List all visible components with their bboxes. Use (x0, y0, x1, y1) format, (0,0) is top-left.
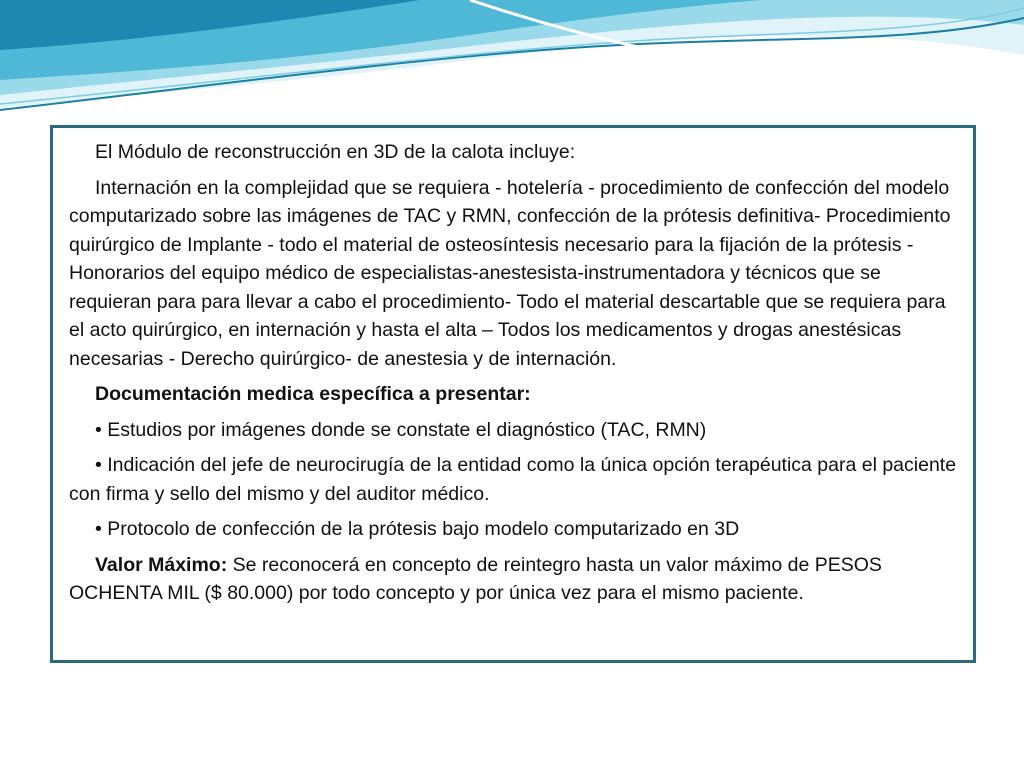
includes-paragraph: Internación en la complejidad que se requiera - hotelería - procedimiento de confección del modelo computarizado sobre las imágenes de TAC y RMN, confección de la prótesis definitiva- Procedimiento quirúrgico de Implante - todo el material de osteosíntesis necesario para la fijación de la prótesis - Honorarios del equipo médico de especialistas-anestesista-instrumentadora y técnicos que se requieran para para llevar a cabo el procedimiento- Todo el material descartable que se requiera para el acto quirúrgico, en internación y hasta el alta – Todos los medicamentos y drogas anestésicas necesarias - Derecho quirúrgico- de anestesia y de internación. (69, 176, 951, 370)
value-paragraph (69, 551, 961, 608)
list-item: • Indicación del jefe de neurocirugía de la entidad como la única opción terapéutica para el paciente con firma y sello del mismo y del auditor médico. (69, 454, 957, 505)
value-text: Se reconocerá en concepto de reintegro hasta un valor máximo de PESOS OCHENTA MIL ($ 80.000) por todo concepto y por única vez para el mismo paciente. (69, 553, 882, 604)
header-wave-decoration (0, 0, 1024, 120)
docs-heading (69, 380, 961, 409)
intro-paragraph: El Módulo de reconstrucción en 3D de la calota incluye: (95, 141, 576, 163)
content-frame (50, 125, 976, 663)
document-body (69, 138, 961, 615)
value-label: Valor Máximo: (95, 553, 228, 576)
list-item: • Estudios por imágenes donde se constate el diagnóstico (TAC, RMN) (95, 418, 707, 441)
list-item: • Protocolo de confección de la prótesis bajo modelo computarizado en 3D (95, 518, 740, 540)
docs-heading-text: Documentación medica específica a presentar: (95, 383, 531, 405)
